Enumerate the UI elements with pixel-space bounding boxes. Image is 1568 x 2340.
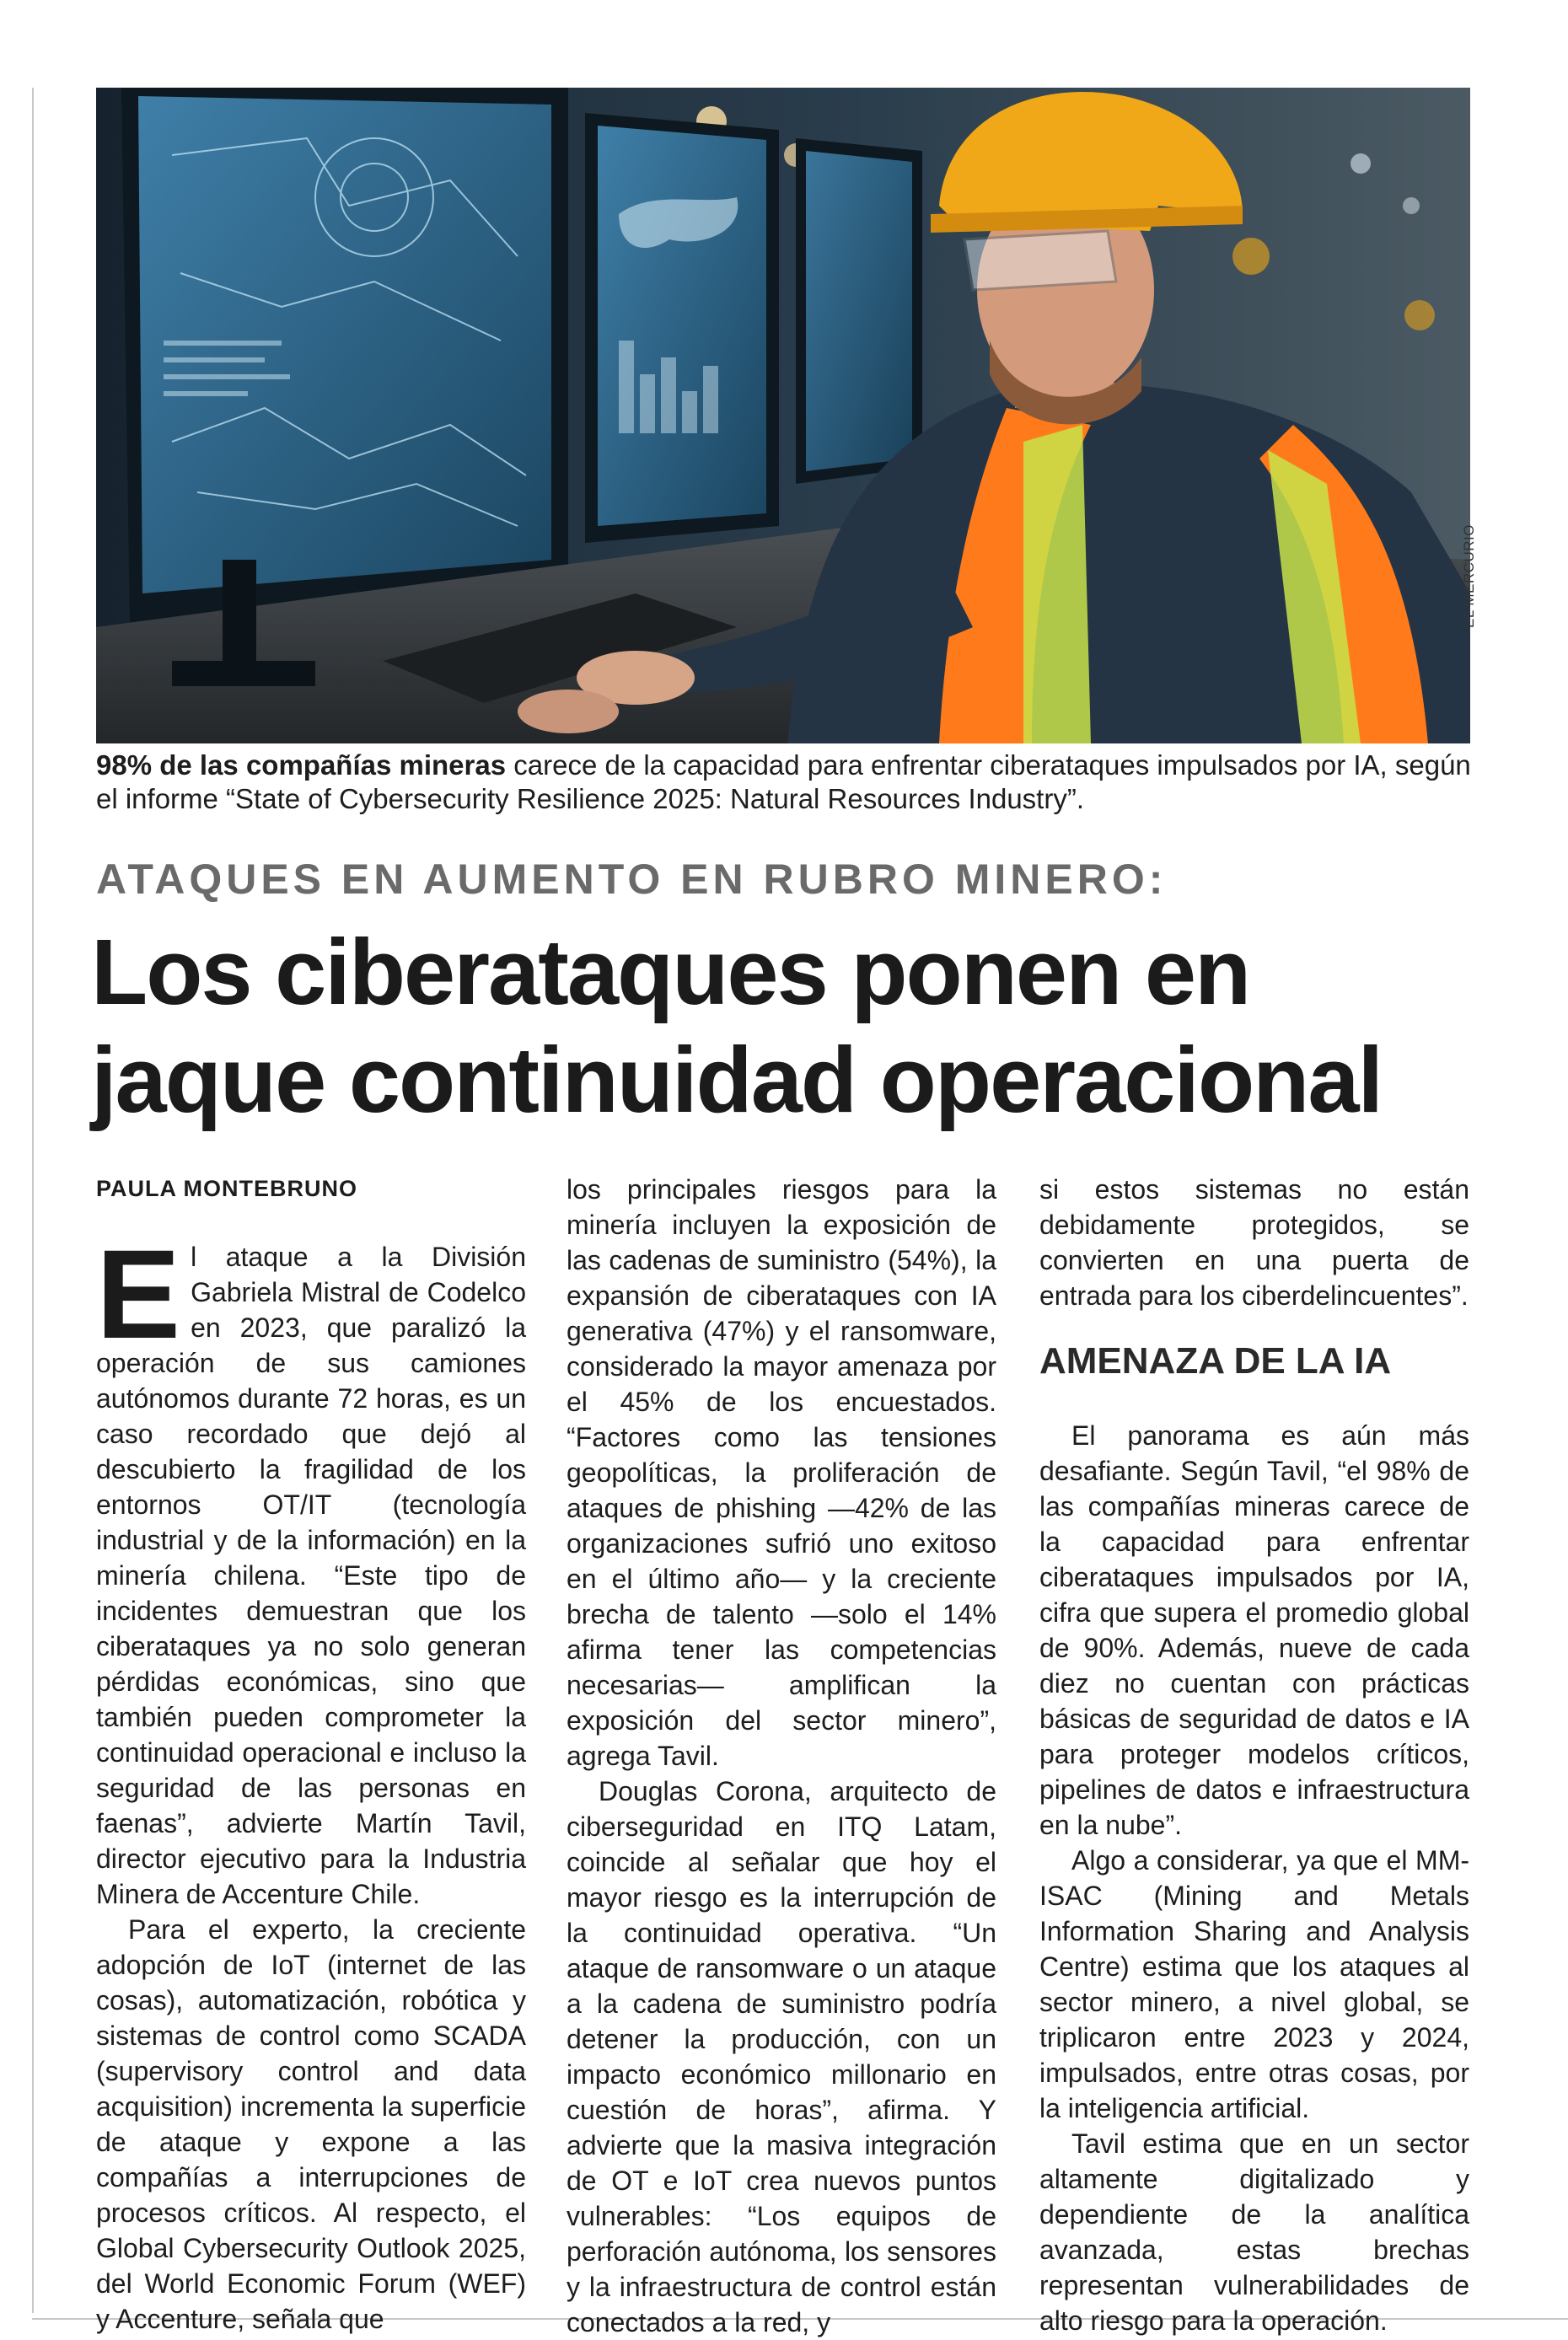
photo-credit: EL MERCURIO [1461, 524, 1477, 628]
photo-caption [96, 749, 1479, 816]
left-margin-rule [32, 88, 34, 2313]
byline: PAULA MONTEBRUNO [96, 1176, 357, 1201]
section-subhead: AMENAZA DE LA IA [1039, 1340, 1392, 1382]
paragraph: si estos sistemas no están debidamente protegidos, se convierten en una puerta de entrada para los ciberdelincuentes”. [1039, 1174, 1469, 1311]
paragraph: Algo a considerar, ya que el MM-ISAC (Mining and Metals Information Sharing and Analysis Centre) estima que los ataques al sector minero, a nivel global, se triplicaron entre 2023 y 2024, impulsados, entre otras cosas, por la inteligencia artificial. [1039, 1845, 1469, 2123]
paragraph: Para el experto, la creciente adopción de IoT (internet de las cosas), automatización, robótica y sistemas de control como SCADA (supervisory control and data acquisition) incrementa la superficie de ataque y expone a las compañías a interrupciones de procesos críticos. Al respecto, el Global Cybersecurity Outlook 2025, del World Economic Forum (WEF) y Accenture, señala que [96, 1914, 526, 2334]
article-photo [96, 88, 1470, 743]
paragraph: Douglas Corona, arquitecto de ciberseguridad en ITQ Latam, coincide al señalar que hoy el mayor riesgo es la interrupción de la continuidad operativa. “Un ataque de ransomware o un ataque a la cadena de suministro podría detener la producción, con un impacto económico millonario en cuestión de horas”, afirma. Y advierte que la masiva integración de OT e IoT crea nuevos puntos vulnerables: “Los equipos de perforación autónoma, los sensores y la infraestructura de control están conectados a la red, y [567, 1776, 996, 2337]
headline-line-1: Los ciberataques ponen en [91, 920, 1250, 1024]
paragraph: los principales riesgos para la minería incluyen la exposición de las cadenas de suministro (54%), la expansión de ciberataques con IA generativa (47%) y el ransomware, considerado la mayor amenaza por el 45% de los encuestados. “Factores como las tensiones geopolíticas, la proliferación de ataques de phishing —42% de las organizaciones sufrió uno exitoso en el último año— y la creciente brecha de talento —solo el 14% afirma tener las competencias necesarias— amplifican la exposición del sector minero”, agrega Tavil. [567, 1174, 996, 1771]
article-column-1 [96, 1172, 526, 2337]
monitor-left [121, 88, 568, 627]
article-column-2 [567, 1172, 996, 2340]
headline [91, 919, 1524, 1135]
drop-cap: E [96, 1223, 181, 1365]
kicker: ATAQUES EN AUMENTO EN RUBRO MINERO: [96, 856, 1168, 903]
headline-line-2: jaque continuidad operacional [91, 1028, 1383, 1132]
paragraph: Tavil estima que en un sector altamente digitalizado y dependiente de la analítica avanzada, estas brechas representan vulnerabilidades de alto riesgo para la operación. [1039, 2128, 1469, 2336]
photo-illustration [96, 88, 1470, 743]
monitor-middle [585, 113, 779, 543]
paragraph-text: l ataque a la División Gabriela Mistral de Codelco en 2023, que paralizó la operación de sus camiones autónomos durante 72 horas, es un caso recordado que dejó al descubierto la fragilidad de los entornos OT/IT (tecnología industrial y de la información) en la minería chilena. “Este tipo de incidentes demuestran que los ciberataques ya no solo generan pérdidas económicas, sino que también pueden comprometer la continuidad operacional e incluso la seguridad de las personas en faenas”, advierte Martín Tavil, director ejecutivo para la Industria Minera de Accenture Chile. [96, 1242, 526, 1909]
caption-text: carece de la capacidad para enfrentar ciberataques impulsados por IA, según el informe “State of Cybersecurity Resilience 2025: Natural Resources Industry”. [96, 749, 1471, 814]
paragraph: El panorama es aún más desafiante. Según Tavil, “el 98% de las compañías mineras carece de la capacidad para enfrentar ciberataques impulsados por IA, cifra que supera el promedio global de 90%. Además, nueve de cada diez no cuentan con prácticas básicas de seguridad de datos e IA para proteger modelos críticos, pipelines de datos e infraestructura en la nube”. [1039, 1420, 1469, 1840]
paragraph [96, 1223, 526, 1912]
article-column-3 [1039, 1172, 1469, 2338]
caption-bold: 98% de las compañías mineras [96, 749, 507, 781]
monitor-right [796, 138, 922, 484]
